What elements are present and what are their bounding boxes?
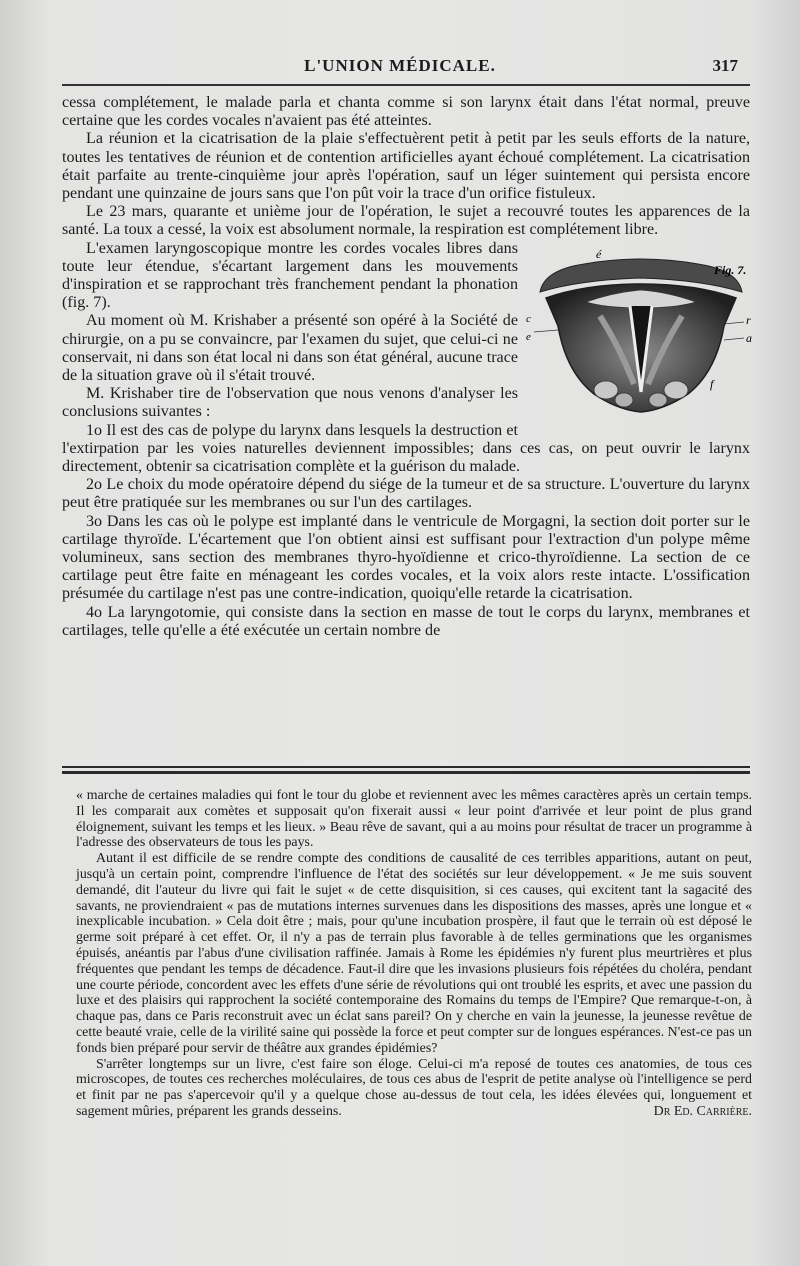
- paragraph: 2o Le choix du mode opératoire dépend du siége de la tumeur et de sa structure. L'ouverture du larynx peut être pratiquée sur les membranes ou sur l'un des cartilages.: [62, 476, 750, 512]
- header-rule: [62, 84, 750, 86]
- feuilleton-paragraph: Autant il est difficile de se rendre compte des conditions de causalité de ces terribles apparitions, autant on peut, jusqu'à un certain point, comprendre l'influence de l'état des sociétés sur leur développement. « Je me suis souvent demandé, dit l'auteur du livre qui fait le sujet « de cette disquisition, si ces causes, qui excitent tant la sagacité des savants, ne proviendraient « pas de mutations internes survenues dans les dispositions des masses, après une longue et « inexplicable incubation. » Cela doit être ; mais, pour qu'une incubation prospère, il faut que le terrain où est déposé le germe soit préparé à cet effet. Or, il n'y a pas de terrain plus favorable à de telles germinations que les organismes épuisés, anéantis par l'abus d'une civilisation raffinée. Jamais à Rome les épidémies n'y furent plus meurtrières et plus fréquentes que pendant les temps de décadence. Faut-il dire que les invasions plusieurs fois répétées du choléra, pendant une courte période, concordent avec les effets d'une série de révolutions qui ont troublé les esprits, et avec une passion du luxe et des plaisirs qui rapprochent la société contemporaine des Romains du temps de l'Empire? Que remarque-t-on, à chaque pas, dans ce Paris reconstruit avec un éclat sans pareil? On y cherche en vain la jeunesse, la jeunesse revêtue de cette beauté vraie, celle de la virilité saine qui possède la force et peut compter sur de longues espérances. N'est-ce pas un fonds bien préparé pour servir de théâtre aux grandes épidémies?: [76, 851, 752, 1056]
- author-signature: Dr Ed. Carrière.: [653, 1103, 752, 1119]
- running-head: [60, 56, 740, 80]
- figure-label-f: f: [710, 376, 714, 391]
- paragraph: cessa complétement, le malade parla et chanta comme si son larynx était dans l'état normal, preuve certaine que les cordes vocales n'avaient pas été atteintes.: [62, 94, 750, 130]
- larynx-figure: [526, 244, 756, 422]
- paragraph: Au moment où M. Krishaber a présenté son opéré à la Société de chirurgie, on a pu se convaincre, par l'examen du sujet, que celui-ci ne conservait, ni dans son état local ni dans son état général, aucune trace de la situation grave où il s'était trouvé.: [62, 312, 518, 385]
- page-number: 317: [712, 56, 738, 75]
- figure-label-r: r: [746, 312, 751, 327]
- feuilleton-paragraph: « marche de certaines maladies qui font le tour du globe et reviennent avec les mêmes caractères après un certain temps. Il les comparait aux comètes et supposait qu'on fixerait aussi « leur point d'arrivée et leur point de plus grand éloignement, suivant les temps et les lieux. » Beau rêve de savant, qui a au moins pour résultat de tracer un programme à l'adresse des observateurs de tous les pays.: [76, 788, 752, 851]
- paragraph: Le 23 mars, quarante et unième jour de l'opération, le sujet a recouvré toutes les apparences de la santé. La toux a cessé, la voix est absolument normale, la respiration est complétement libre.: [62, 203, 750, 239]
- paragraph: M. Krishaber tire de l'observation que nous venons d'analyser les conclusions suivantes :: [62, 385, 518, 421]
- paragraph: 3o Dans les cas où le polype est implanté dans le ventricule de Morgagni, la section doit porter sur le cartilage thyroïde. L'écartement que l'on obtient ainsi est suffisant pour l'extraction d'un polype même volumineux, sans section des membranes thyro-hyoïdienne et crico-thyroïdienne. La section de ce cartilage peut être faite en ménageant les cordes vocales, et la voix alors reste intacte. L'ossification présumée du cartilage n'est pas une contre-indication, quoiqu'elle retarde la cicatrisation.: [62, 512, 750, 603]
- feuilleton-paragraph: [76, 1057, 752, 1120]
- paragraph: 1o Il est des cas de polype du larynx dans lesquels la destruction et l'extirpation par les voies naturelles deviennent impossibles; dans ces cas, on peut ouvrir le larynx directement, obtenir sa cicatrisation complète et la guérison du malade.: [62, 421, 750, 476]
- feuilleton-paragraph-text: S'arrêter longtemps sur un livre, c'est faire son éloge. Celui-ci m'a reposé de toutes ces anatomies, de tous ces microscopes, de toutes ces recherches moléculaires, de tous ces abus de l'esprit de petite analyse où l'intelligence se perd et finit par ne pas s'apercevoir qu'il y a quelque chose au-dessus de tout cela, les idées élevées qui, longuement et sagement mûries, préparent les grands desseins.: [76, 1056, 752, 1119]
- paragraph: La réunion et la cicatrisation de la plaie s'effectuèrent petit à petit par les seuls efforts de la nature, toutes les tentatives de réunion et de contention artificielles ayant échoué complétement. La cicatrisation était parfaite au trente-cinquième jour après l'opération, sauf un léger suintement qui persista encore pendant une quinzaine de jours sans que l'on pût voir la trace d'un orifice fistuleux.: [62, 130, 750, 203]
- journal-title: L'UNION MÉDICALE.: [304, 56, 496, 75]
- paragraph: L'examen laryngoscopique montre les cordes vocales libres dans toute leur étendue, s'écartant largement dans les mouvements d'inspiration et se rapprochant très franchement pendant la phonation (fig. 7).: [62, 239, 518, 312]
- feuilleton-separator: [62, 766, 750, 776]
- figure-label-c: c: [526, 312, 531, 325]
- article-body: [62, 94, 750, 640]
- figure-label-e: e: [526, 330, 531, 343]
- figure-label-a: a: [746, 330, 752, 345]
- paragraph: 4o La laryngotomie, qui consiste dans la section en masse de tout le corps du larynx, membranes et cartilages, telle qu'elle a été exécutée un certain nombre de: [62, 603, 750, 639]
- figure-label-top: é: [596, 246, 602, 261]
- feuilleton-section: [76, 788, 752, 1120]
- laryngoscope-illustration: [526, 244, 756, 422]
- figure-caption: Fig. 7.: [714, 262, 747, 277]
